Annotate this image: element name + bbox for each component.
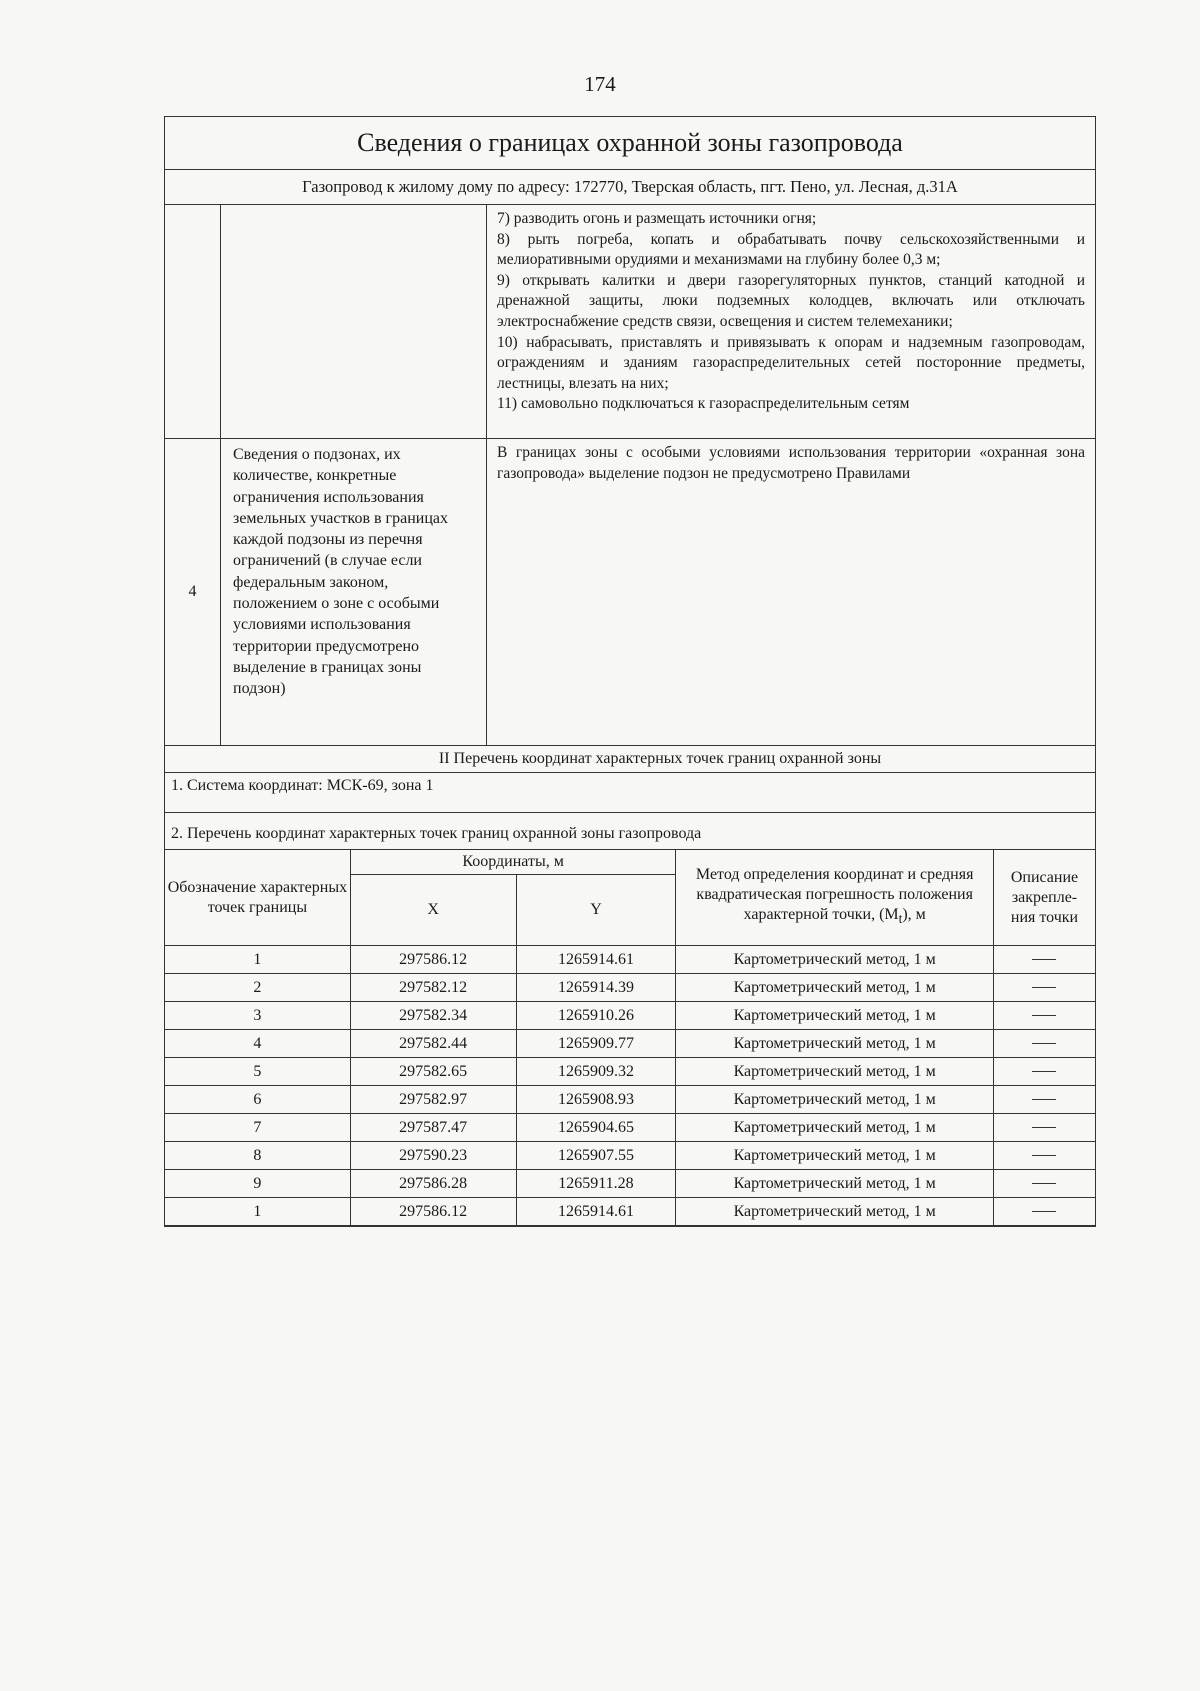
y-cell: 1265907.55 bbox=[516, 1142, 676, 1170]
x-cell: 297590.23 bbox=[350, 1142, 516, 1170]
dash-mark bbox=[1032, 1071, 1056, 1072]
desc-cell bbox=[993, 1030, 1095, 1058]
restriction-item: 11) самовольно подключаться к газораспределительным сетям bbox=[497, 395, 910, 413]
point-cell: 3 bbox=[165, 1002, 351, 1030]
table-row bbox=[165, 1170, 1096, 1198]
dash-mark bbox=[1032, 987, 1056, 988]
desc-cell bbox=[993, 1198, 1095, 1226]
method-cell: Картометрический метод, 1 м bbox=[676, 1030, 994, 1058]
col-y-header: Y bbox=[516, 875, 676, 946]
point-cell: 1 bbox=[165, 1198, 351, 1226]
table-row bbox=[165, 1086, 1096, 1114]
y-cell: 1265904.65 bbox=[516, 1114, 676, 1142]
restriction-item: 7) разводить огонь и размещать источники огня; bbox=[497, 210, 817, 227]
x-cell: 297586.12 bbox=[350, 1198, 516, 1226]
table-row bbox=[165, 946, 1096, 974]
col-desc-header bbox=[993, 850, 1095, 946]
y-cell: 1265914.39 bbox=[516, 974, 676, 1002]
point-cell: 1 bbox=[165, 946, 351, 974]
method-cell: Картометрический метод, 1 м bbox=[676, 1002, 994, 1030]
section-ii-title: II Перечень координат характерных точек границ охранной зоны bbox=[438, 750, 882, 767]
subzones-value-cell bbox=[487, 439, 1095, 745]
zone-info-document bbox=[164, 116, 1096, 1227]
col-desc-header-text: Описание закрепле-ния точки bbox=[1010, 868, 1079, 926]
desc-cell bbox=[993, 974, 1095, 1002]
desc-cell bbox=[993, 1142, 1095, 1170]
x-cell: 297582.97 bbox=[350, 1086, 516, 1114]
col-x-header: X bbox=[350, 875, 516, 946]
y-cell: 1265910.26 bbox=[516, 1002, 676, 1030]
dash-mark bbox=[1032, 1183, 1056, 1184]
method-cell: Картометрический метод, 1 м bbox=[676, 974, 994, 1002]
restriction-item: 10) набрасывать, приставлять и привязывать к опорам и надземным газопроводам, ограждениям и зданиям газораспределительных сетей посторонние предметы, лестницы, влезать на них; bbox=[497, 333, 1085, 392]
subzones-row bbox=[165, 439, 1095, 746]
table-row bbox=[165, 1058, 1096, 1086]
coordinate-system: 1. Система координат: МСК-69, зона 1 bbox=[165, 773, 1095, 813]
method-cell: Картометрический метод, 1 м bbox=[676, 1170, 994, 1198]
x-cell: 297587.47 bbox=[350, 1114, 516, 1142]
subscript-t: t bbox=[898, 911, 903, 927]
point-cell: 9 bbox=[165, 1170, 351, 1198]
desc-cell bbox=[993, 1002, 1095, 1030]
table-row bbox=[165, 1002, 1096, 1030]
subzones-label: Сведения о подзонах, их количестве, конкретные ограничения использования земельных участков в границах каждой подзоны из перечня ограничений (в случае если федеральным законом, положением о зоне с особыми условиями использования территории предусмотрено выделение в границах зоны подзон) bbox=[221, 439, 487, 745]
desc-cell bbox=[993, 1170, 1095, 1198]
dash-mark bbox=[1032, 1043, 1056, 1044]
x-cell: 297582.44 bbox=[350, 1030, 516, 1058]
col-coords-header: Координаты, м bbox=[350, 850, 676, 875]
page-number: 174 bbox=[584, 72, 616, 96]
table-row bbox=[165, 1114, 1096, 1142]
x-cell: 297586.12 bbox=[350, 946, 516, 974]
dash-mark bbox=[1032, 1211, 1056, 1212]
document-title: Сведения о границах охранной зоны газопровода bbox=[165, 117, 1095, 170]
table-row bbox=[165, 974, 1096, 1002]
coordinates-table bbox=[164, 849, 1096, 1226]
method-cell: Картометрический метод, 1 м bbox=[676, 1086, 994, 1114]
x-cell: 297582.65 bbox=[350, 1058, 516, 1086]
dash-mark bbox=[1032, 1015, 1056, 1016]
point-cell: 4 bbox=[165, 1030, 351, 1058]
point-cell: 6 bbox=[165, 1086, 351, 1114]
restrictions-continued-row bbox=[165, 205, 1095, 439]
dash-mark bbox=[1032, 1155, 1056, 1156]
desc-cell bbox=[993, 1086, 1095, 1114]
dash-mark bbox=[1032, 959, 1056, 960]
y-cell: 1265914.61 bbox=[516, 1198, 676, 1226]
col-method-header-text: Метод определения координат и средняя квадратическая погрешность положения характерной точки, $(M_t)$, м bbox=[695, 866, 974, 927]
table-row bbox=[165, 1030, 1096, 1058]
y-cell: 1265909.32 bbox=[516, 1058, 676, 1086]
col-method-header bbox=[676, 850, 994, 946]
x-cell: 297582.12 bbox=[350, 974, 516, 1002]
method-cell: Картометрический метод, 1 м bbox=[676, 1058, 994, 1086]
y-cell: 1265911.28 bbox=[516, 1170, 676, 1198]
row-label-cell bbox=[221, 205, 487, 438]
desc-cell bbox=[993, 1114, 1095, 1142]
method-cell: Картометрический метод, 1 м bbox=[676, 1114, 994, 1142]
point-cell: 7 bbox=[165, 1114, 351, 1142]
table-row bbox=[165, 1198, 1096, 1226]
table-row bbox=[165, 1142, 1096, 1170]
document-subtitle: Газопровод к жилому дому по адресу: 172770, Тверская область, пгт. Пено, ул. Лесная, д.31А bbox=[165, 170, 1095, 205]
desc-cell bbox=[993, 1058, 1095, 1086]
method-cell: Картометрический метод, 1 м bbox=[676, 1142, 994, 1170]
y-cell: 1265914.61 bbox=[516, 946, 676, 974]
dash-mark bbox=[1032, 1099, 1056, 1100]
col-point-header: Обозначение характерных точек границы bbox=[165, 850, 351, 946]
restrictions-list bbox=[487, 205, 1095, 438]
restriction-item: 8) рыть погреба, копать и обрабатывать почву сельскохозяйственными и мелиоративными орудиями и механизмами на глубину более 0,3 м; bbox=[497, 230, 1085, 269]
point-cell: 5 bbox=[165, 1058, 351, 1086]
restriction-item: 9) открывать калитки и двери газорегуляторных пунктов, станций катодной и дренажной защиты, люки подземных колодцев, включать или отключать электроснабжение средств связи, освещения и систем телемеханики; bbox=[497, 271, 1085, 330]
x-cell: 297582.34 bbox=[350, 1002, 516, 1030]
coordinates-list-title: 2. Перечень координат характерных точек границ охранной зоны газопровода bbox=[171, 825, 702, 842]
method-cell: Картометрический метод, 1 м bbox=[676, 1198, 994, 1226]
dash-mark bbox=[1032, 1127, 1056, 1128]
coordinates-table-body bbox=[165, 946, 1096, 1226]
section-ii-heading bbox=[165, 746, 1095, 773]
y-cell: 1265908.93 bbox=[516, 1086, 676, 1114]
row-number-cell bbox=[165, 205, 221, 438]
method-cell: Картометрический метод, 1 м bbox=[676, 946, 994, 974]
x-cell: 297586.28 bbox=[350, 1170, 516, 1198]
row-number: 4 bbox=[165, 439, 221, 745]
point-cell: 8 bbox=[165, 1142, 351, 1170]
subzones-value: В границах зоны с особыми условиями использования территории «охранная зона газопровода» выделение подзон не предусмотрено Правилами bbox=[497, 444, 1085, 482]
desc-cell bbox=[993, 946, 1095, 974]
y-cell: 1265909.77 bbox=[516, 1030, 676, 1058]
point-cell: 2 bbox=[165, 974, 351, 1002]
